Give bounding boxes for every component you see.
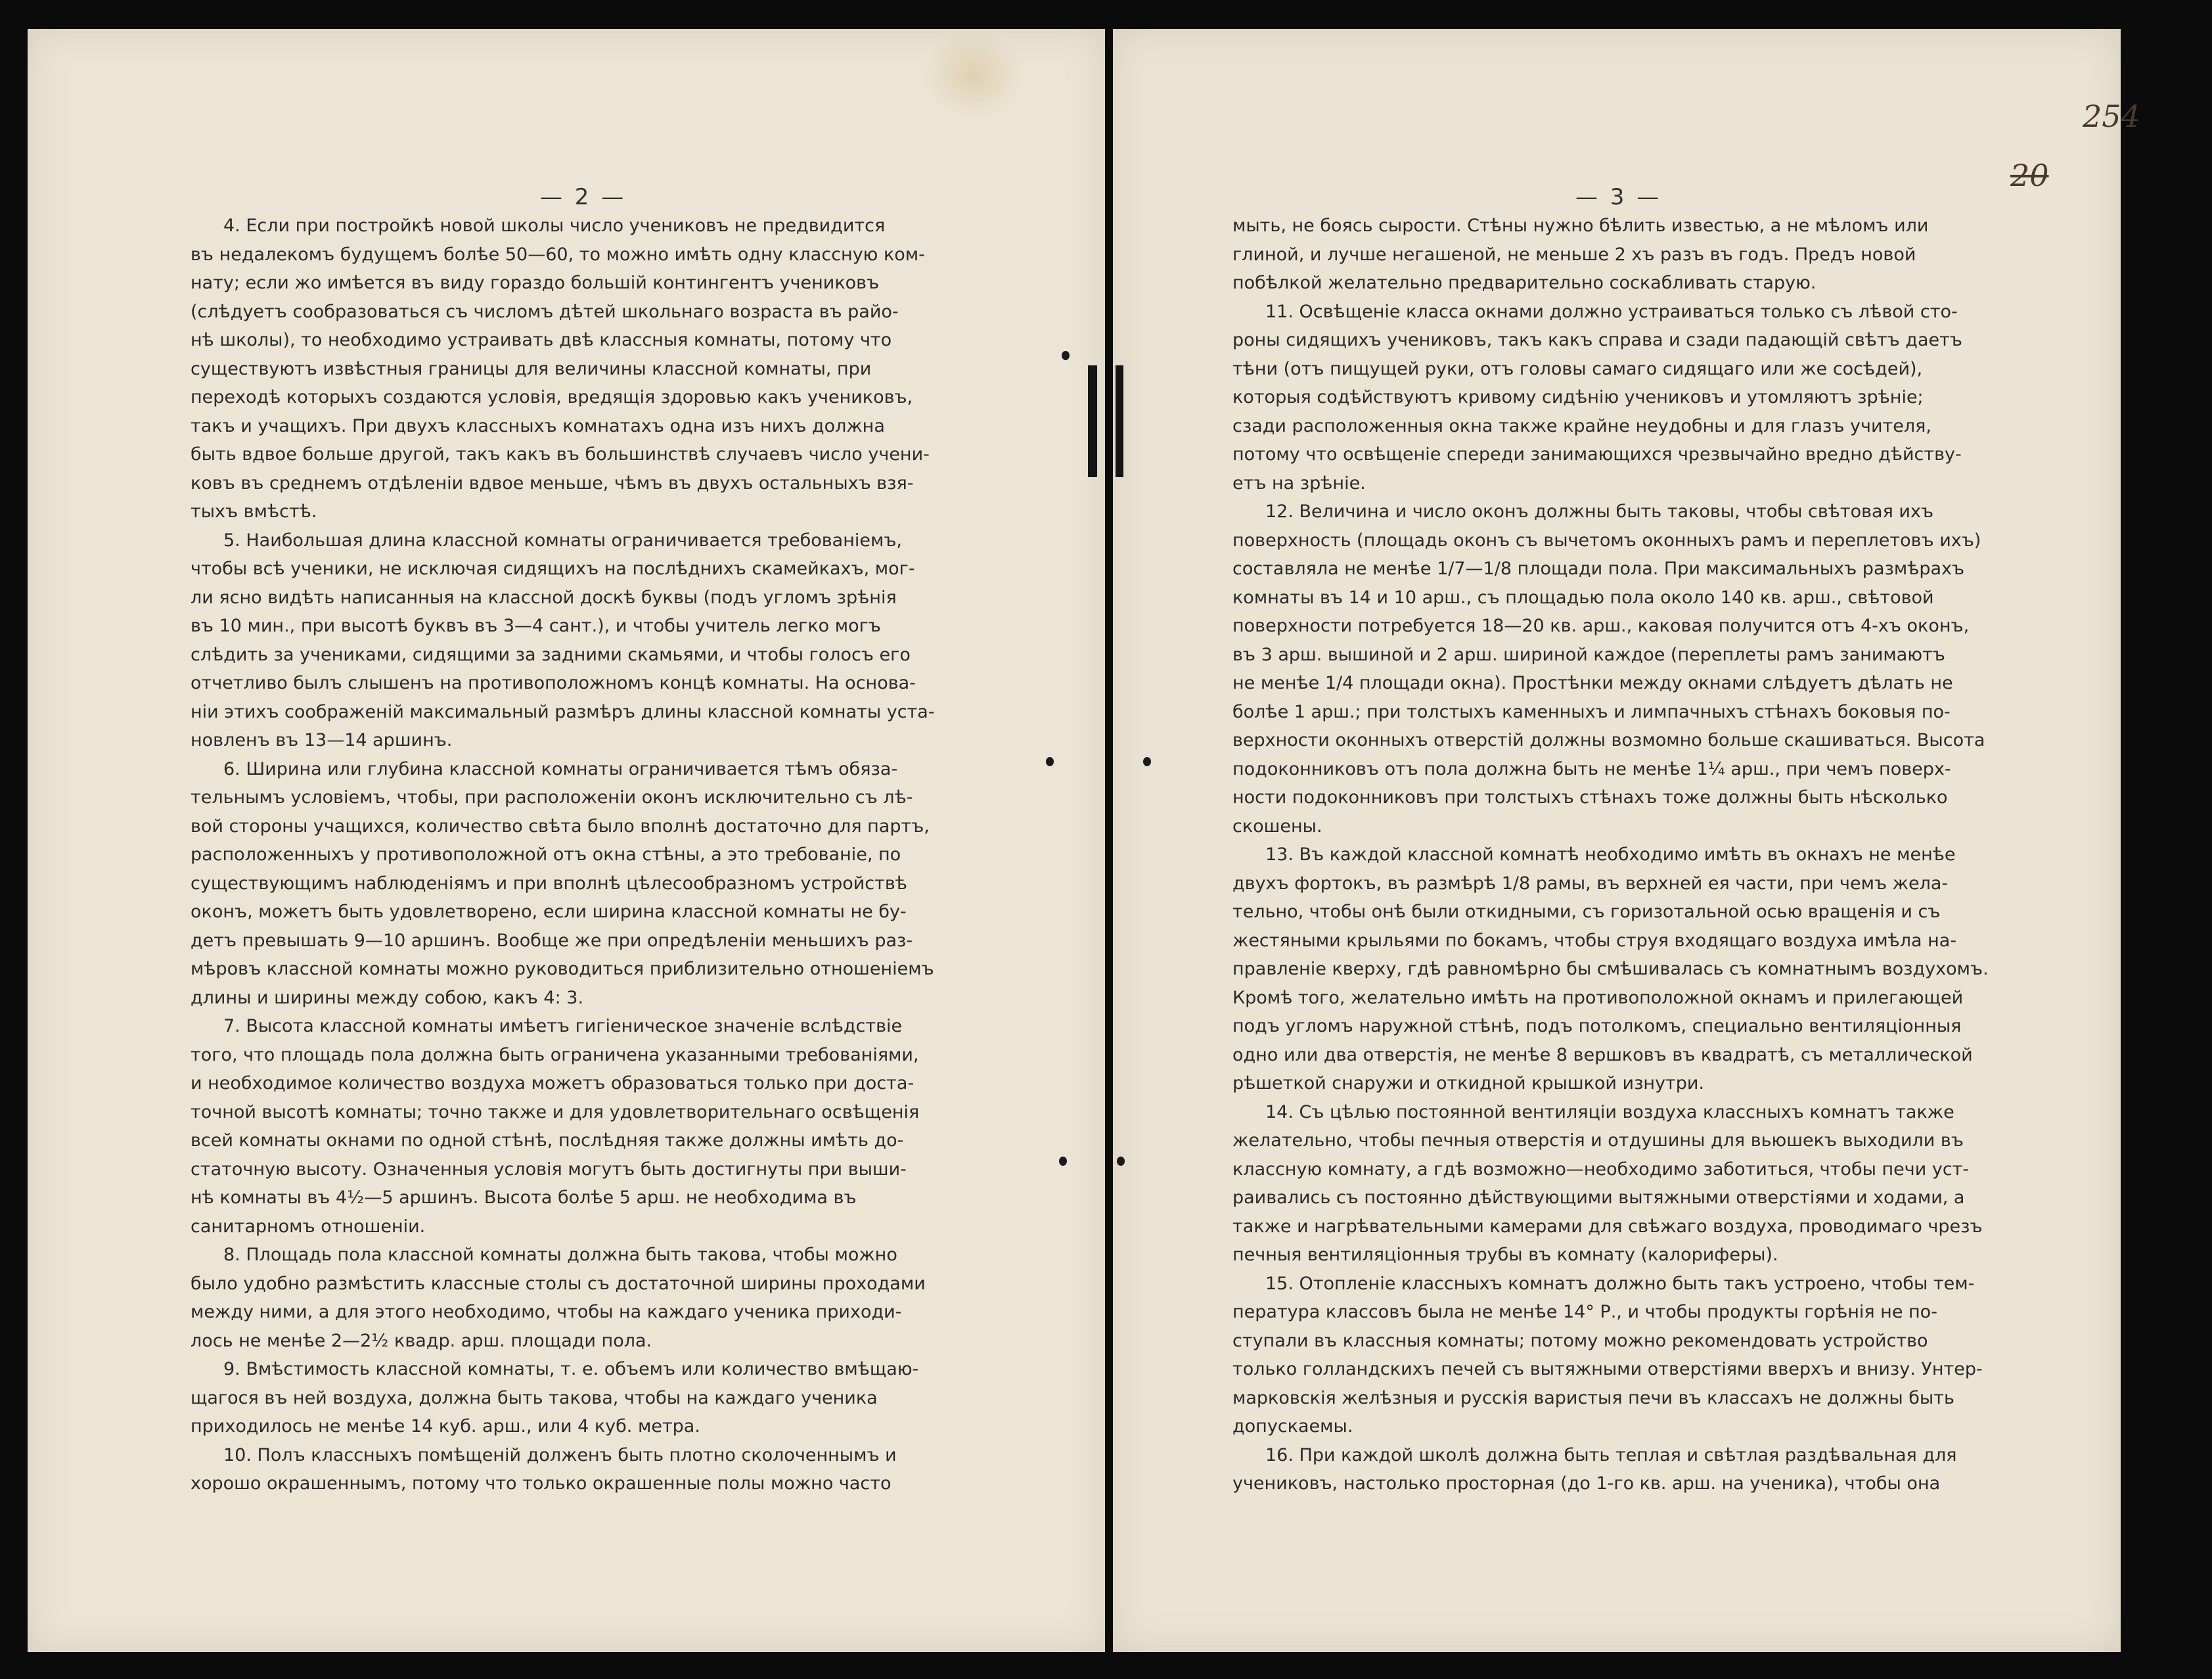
- text-line: расположенныхъ у противоположной отъ окна стѣны, а это требованіе, по: [191, 844, 901, 865]
- text-line: вой стороны учащихся, количество свѣта было вполнѣ достаточно для партъ,: [191, 816, 930, 837]
- text-line: поверхность (площадь оконъ съ вычетомъ оконныхъ рамъ и переплетовъ ихъ): [1232, 530, 1981, 551]
- text-line: переходѣ которыхъ создаются условія, вредящія здоровью какъ учениковъ,: [191, 387, 913, 407]
- text-line: которыя содѣйствуютъ кривому сидѣнію учениковъ и утомляютъ зрѣніе;: [1232, 387, 1924, 407]
- text-line: не менѣе 1/4 площади окна). Простѣнки между окнами слѣдуетъ дѣлать не: [1232, 673, 1953, 693]
- text-line: нѣ школы), то необходимо устраивать двѣ классныя комнаты, потому что: [191, 330, 892, 350]
- binding-hole: [1143, 757, 1151, 766]
- text-line: было удобно размѣстить классные столы съ достаточной ширины проходами: [191, 1273, 926, 1294]
- text-line: хорошо окрашеннымъ, потому что только окрашенные полы можно часто: [191, 1473, 892, 1494]
- text-line: существуютъ извѣстныя границы для величины классной комнаты, при: [191, 358, 872, 379]
- text-line: мѣровъ классной комнаты можно руководиться приблизительно отношеніемъ: [191, 959, 934, 979]
- text-line: 11. Освѣщеніе класса окнами должно устраиваться только съ лѣвой сто-: [1265, 301, 1958, 322]
- text-line: 15. Отопленіе классныхъ комнатъ должно быть такъ устроено, чтобы тем-: [1265, 1273, 1975, 1294]
- text-line: детъ превышать 9—10 аршинъ. Вообще же при опредѣленіи меньшихъ раз-: [191, 930, 913, 951]
- text-line: тельнымъ условіемъ, чтобы, при расположеніи оконъ исключительно съ лѣ-: [191, 787, 913, 808]
- text-line: Кромѣ того, желательно имѣть на противоположной окнамъ и прилегающей: [1232, 987, 1964, 1008]
- text-line: нату; если жо имѣется въ виду гораздо большій контингентъ учениковъ: [191, 273, 880, 293]
- text-line: лось не менѣе 2—2½ квадр. арш. площади пола.: [191, 1330, 652, 1351]
- text-line: классную комнату, а гдѣ возможно—необходимо заботиться, чтобы печи уст-: [1232, 1159, 1970, 1180]
- text-line: тыхъ вмѣстѣ.: [191, 501, 317, 522]
- binding-hole: [1046, 757, 1054, 766]
- binding-hole: [1117, 1157, 1125, 1166]
- text-line: точной высотѣ комнаты; точно также и для удовлетворительнаго освѣщенія: [191, 1101, 920, 1122]
- text-line: существующимъ наблюденіямъ и при вполнѣ цѣлесообразномъ устройствѣ: [191, 873, 907, 894]
- handwritten-archive-number: 254: [2083, 99, 2140, 134]
- text-line: 10. Полъ классныхъ помѣщеній долженъ быть плотно сколоченнымъ и: [223, 1444, 897, 1465]
- text-line: слѣдить за учениками, сидящими за задними скамьями, и чтобы голосъ его: [191, 644, 911, 665]
- text-line: сзади расположенныя окна также крайне неудобны и для глазъ учителя,: [1232, 415, 1931, 436]
- text-line: ли ясно видѣть написанныя на классной доскѣ буквы (подъ угломъ зрѣнія: [191, 587, 897, 608]
- text-line: 6. Ширина или глубина классной комнаты ограничивается тѣмъ обяза-: [223, 758, 898, 779]
- text-line: 13. Въ каждой классной комнатѣ необходимо имѣть въ окнахъ не менѣе: [1265, 844, 1956, 865]
- text-line: быть вдвое больше другой, такъ какъ въ большинствѣ случаевъ число учени-: [191, 444, 930, 465]
- text-line: ности подоконниковъ при толстыхъ стѣнахъ тоже должны быть нѣсколько: [1232, 787, 1948, 808]
- text-line: того, что площадь пола должна быть ограничена указанными требованіями,: [191, 1044, 919, 1065]
- text-line: печныя вентиляціонныя трубы въ комнату (калориферы).: [1232, 1245, 1778, 1265]
- text-line: оконъ, можетъ быть удовлетворено, если ширина классной комнаты не бу-: [191, 902, 907, 922]
- text-line: правленіе кверху, гдѣ равномѣрно бы смѣшивалась съ комнатнымъ воздухомъ.: [1232, 959, 1989, 979]
- right-page-text: [1232, 212, 2001, 1498]
- text-line: всей комнаты окнами по одной стѣнѣ, послѣдняя также должны имѣть до-: [191, 1130, 904, 1151]
- water-stain: [921, 29, 1026, 121]
- text-line: 5. Наибольшая длина классной комнаты ограничивается требованіемъ,: [223, 530, 902, 551]
- text-line: длины и ширины между собою, какъ 4: 3.: [191, 987, 584, 1008]
- text-line: приходилось не менѣе 14 куб. арш., или 4 куб. метра.: [191, 1416, 700, 1437]
- text-line: 4. Если при постройкѣ новой школы число учениковъ не предвидится: [223, 216, 886, 236]
- text-line: ніи этихъ соображеній максимальный размѣръ длины классной комнаты уста-: [191, 701, 935, 722]
- text-line: 7. Высота классной комнаты имѣетъ гигіеническое значеніе вслѣдствіе: [223, 1016, 903, 1036]
- text-line: двухъ фортокъ, въ размѣрѣ 1/8 рамы, въ верхней ея части, при чемъ жела-: [1232, 873, 1949, 894]
- binding-hole: [1059, 1157, 1067, 1166]
- text-line: 16. При каждой школѣ должна быть теплая и свѣтлая раздѣвальная для: [1265, 1444, 1957, 1465]
- text-line: въ недалекомъ будущемъ болѣе 50—60, то можно имѣть одну классную ком-: [191, 244, 925, 265]
- text-line: пература классовъ была не менѣе 14° Р., и чтобы продукты горѣнія не по-: [1232, 1302, 1937, 1322]
- text-line: потому что освѣщеніе спереди занимающихся чрезвычайно вредно дѣйству-: [1232, 444, 1962, 465]
- page-number-left: — 2 —: [540, 184, 627, 210]
- text-line: новленъ въ 13—14 аршинъ.: [191, 730, 453, 750]
- text-line: только голландскихъ печей съ вытяжными отверстіями вверхъ и внизу. Унтер-: [1232, 1359, 1983, 1379]
- text-line: въ 10 мин., при высотѣ буквъ въ 3—4 сант.), и чтобы учитель легко могъ: [191, 616, 881, 636]
- page-number-right: — 3 —: [1575, 184, 1662, 210]
- text-line: тѣни (отъ пищущей руки, отъ головы самаго сидящаго или же сосѣдей),: [1232, 358, 1923, 379]
- text-line: чтобы всѣ ученики, не исключая сидящихъ на послѣднихъ скамейкахъ, мог-: [191, 559, 915, 579]
- text-line: между ними, а для этого необходимо, чтобы на каждаго ученика приходи-: [191, 1302, 902, 1322]
- text-line: (слѣдуетъ сообразоваться съ числомъ дѣтей школьнаго возраста въ райо-: [191, 301, 899, 322]
- text-line: 12. Величина и число оконъ должны быть таковы, чтобы свѣтовая ихъ: [1265, 501, 1934, 522]
- text-line: поверхности потребуется 18—20 кв. арш., каковая получится отъ 4-хъ оконъ,: [1232, 616, 1970, 636]
- text-line: также и нагрѣвательными камерами для свѣжаго воздуха, проводимаго чрезъ: [1232, 1216, 1983, 1237]
- text-line: въ 3 арш. вышиной и 2 арш. шириной каждое (переплеты рамъ занимаютъ: [1232, 644, 1945, 665]
- binding-slot-right: [1116, 365, 1123, 477]
- text-line: статочную высоту. Означенныя условія могутъ быть достигнуты при выши-: [191, 1159, 907, 1180]
- text-line: болѣе 1 арш.; при толстыхъ каменныхъ и лимпачныхъ стѣнахъ боковыя по-: [1232, 701, 1951, 722]
- text-line: одно или два отверстія, не менѣе 8 вершковъ въ квадратѣ, съ металлической: [1232, 1044, 1973, 1065]
- text-line: марковскія желѣзныя и русскія варистыя печи въ классахъ не должны быть: [1232, 1387, 1954, 1408]
- text-line: ступали въ классныя комнаты; потому можно рекомендовать устройство: [1232, 1330, 1928, 1351]
- text-line: щагося въ ней воздуха, должна быть такова, чтобы на каждаго ученика: [191, 1387, 878, 1408]
- text-line: рѣшеткой снаружи и откидной крышкой изнутри.: [1232, 1073, 1705, 1093]
- text-line: отчетливо былъ слышенъ на противоположномъ концѣ комнаты. На основа-: [191, 673, 916, 693]
- text-line: 8. Площадь пола классной комнаты должна быть такова, чтобы можно: [223, 1245, 897, 1265]
- text-line: глиной, и лучше негашеной, не меньше 2 хъ разъ въ годъ. Предъ новой: [1232, 244, 1916, 265]
- handwritten-crossed-number: 20: [2010, 158, 2049, 193]
- text-line: составляла не менѣе 1/7—1/8 площади пола. При максимальныхъ размѣрахъ: [1232, 559, 1965, 579]
- text-line: такъ и учащихъ. При двухъ классныхъ комнатахъ одна изъ нихъ должна: [191, 415, 885, 436]
- text-line: жестяными крыльями по бокамъ, чтобы струя входящаго воздуха имѣла на-: [1232, 930, 1957, 951]
- text-line: 14. Съ цѣлью постоянной вентиляціи воздуха классныхъ комнатъ также: [1265, 1101, 1954, 1122]
- text-line: етъ на зрѣніе.: [1232, 472, 1366, 494]
- text-line: подъ угломъ наружной стѣнѣ, подъ потолкомъ, специально вентиляціонныя: [1232, 1016, 1962, 1036]
- text-line: мыть, не боясь сырости. Стѣны нужно бѣлить известью, а не мѣломъ или: [1232, 216, 1929, 236]
- text-line: подоконниковъ отъ пола должна быть не менѣе 1¼ арш., при чемъ поверх-: [1232, 758, 1951, 779]
- text-line: раивались съ постоянно дѣйствующими вытяжными отверстіями и ходами, а: [1232, 1187, 1965, 1208]
- text-line: нѣ комнаты въ 4½—5 аршинъ. Высота болѣе 5 арш. не необходима въ: [191, 1187, 857, 1208]
- text-line: и необходимое количество воздуха можетъ образоваться только при доста-: [191, 1073, 914, 1093]
- text-line: ковъ въ среднемъ отдѣленіи вдвое меньше, чѣмъ въ двухъ остальныхъ взя-: [191, 472, 914, 494]
- text-line: допускаемы.: [1232, 1416, 1353, 1437]
- left-page-text: [191, 212, 991, 1498]
- text-line: верхности оконныхъ отверстій должны возмомно больше скашиваться. Высота: [1232, 730, 1985, 750]
- binding-slot-left: [1088, 365, 1097, 477]
- text-line: скошены.: [1232, 816, 1322, 837]
- text-line: желательно, чтобы печныя отверстія и отдушины для вьюшекъ выходили въ: [1232, 1130, 1964, 1151]
- text-line: санитарномъ отношеніи.: [191, 1216, 426, 1237]
- text-line: побѣлкой желательно предварительно соскабливать старую.: [1232, 273, 1817, 293]
- binding-hole: [1062, 351, 1070, 360]
- text-line: роны сидящихъ учениковъ, такъ какъ справа и сзади падающій свѣтъ даетъ: [1232, 330, 1962, 350]
- text-line: тельно, чтобы онѣ были откидными, съ горизотальной осью вращенія и съ: [1232, 902, 1941, 922]
- text-line: комнаты въ 14 и 10 арш., съ площадью пола около 140 кв. арш., свѣтовой: [1232, 587, 1934, 608]
- text-line: учениковъ, настолько просторная (до 1-го кв. арш. на ученика), чтобы она: [1232, 1473, 1941, 1494]
- text-line: 9. Вмѣстимость классной комнаты, т. е. объемъ или количество вмѣщаю-: [223, 1359, 919, 1379]
